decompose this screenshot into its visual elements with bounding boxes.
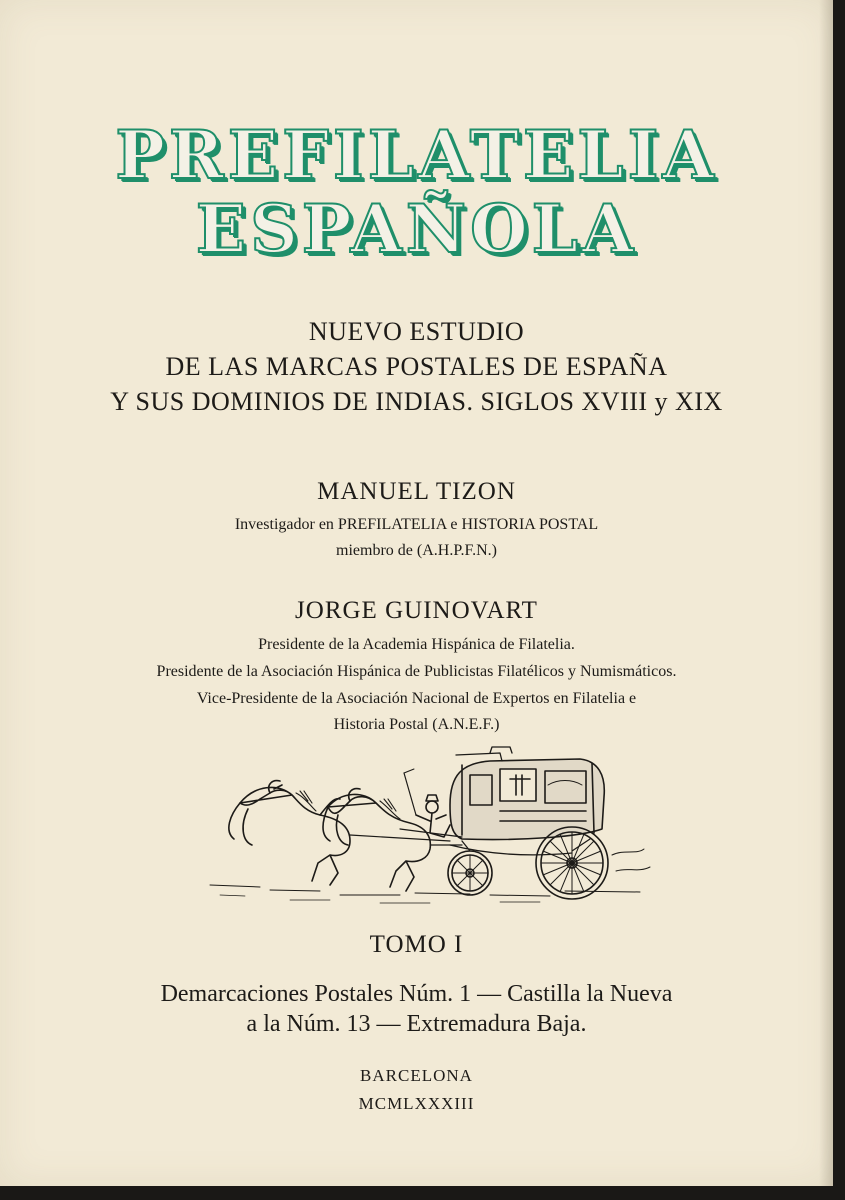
author-name-2: JORGE GUINOVART [295, 597, 538, 624]
volume-label: TOMO I [369, 931, 464, 958]
subtitle-line-2: DE LAS MARCAS POSTALES DE ESPAÑA [165, 352, 668, 381]
author-name-1: MANUEL TIZON [317, 478, 516, 505]
subtitle-line-1: NUEVO ESTUDIO [308, 317, 525, 346]
author-2-credit-3: Vice-Presidente de la Asociación Nacional de Expertos en Filatelia e [196, 690, 637, 707]
title-line-1: PREFILATELIA [115, 116, 718, 194]
imprint-year: MCMLXXXIII [358, 1094, 475, 1113]
author-2-credit-4: Historia Postal (A.N.E.F.) [333, 716, 500, 733]
author-1-credit-1: Investigador en PREFILATELIA e HISTORIA POSTAL [234, 516, 599, 533]
volume-description-line-1: Demarcaciones Postales Núm. 1 — Castilla la Nueva [160, 981, 673, 1007]
subtitle-line-3: Y SUS DOMINIOS DE INDIAS. SIGLOS XVIII y XIX [110, 387, 723, 416]
author-1-credit-2: miembro de (A.H.P.F.N.) [336, 542, 497, 559]
volume-description-line-2: a la Núm. 13 — Extremadura Baja. [246, 1011, 587, 1037]
imprint-city: BARCELONA [360, 1066, 473, 1085]
author-2-credit-2: Presidente de la Asociación Hispánica de Publicistas Filatélicos y Numismáticos. [156, 663, 677, 680]
author-2-credit-1: Presidente de la Academia Hispánica de Filatelia. [258, 636, 575, 653]
title-line-2: ESPAÑOLA [195, 190, 638, 268]
stagecoach-icon [200, 745, 660, 910]
